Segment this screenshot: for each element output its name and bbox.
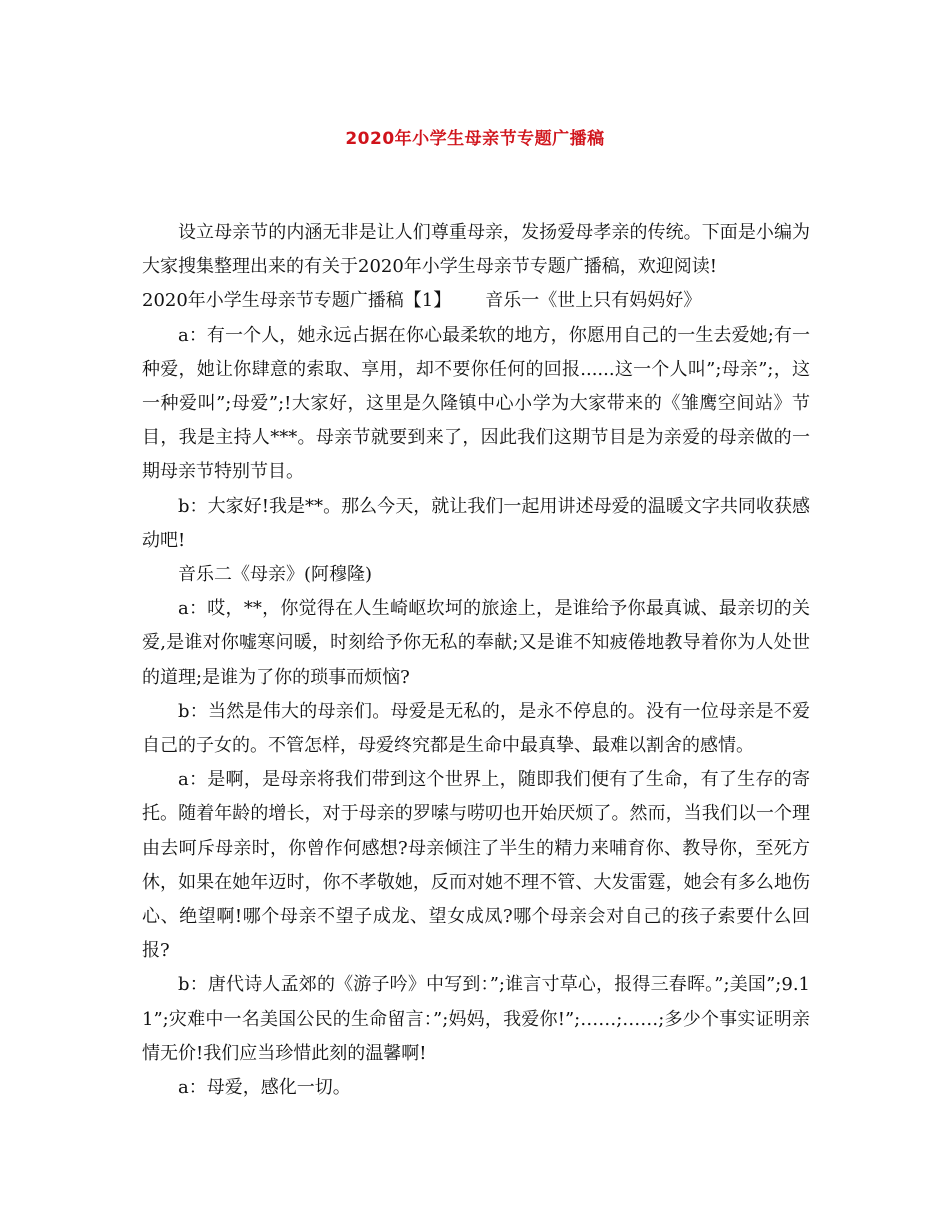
section-heading-line xyxy=(142,284,810,318)
section-heading: 2020年小学生母亲节专题广播稿【1】 xyxy=(142,290,452,312)
document-body xyxy=(142,216,810,1105)
paragraph-2: b：大家好!我是**。那么今天，就让我们一起用讲述母爱的温暖文字共同收获感动吧! xyxy=(142,495,810,551)
paragraph-5: b：当然是伟大的母亲们。母爱是无私的，是永不停息的。没有一位母亲是不爱自己的子女的。不管怎样，母爱终究都是生命中最真挚、最难以割舍的感情。 xyxy=(142,700,810,757)
section-music: 音乐一《世上只有妈妈好》 xyxy=(485,290,702,312)
paragraph-1: a：有一个人，她永远占据在你心最柔软的地方，你愿用自己的一生去爱她;有一种爱，她让你肆意的索取、享用，却不要你任何的回报......这一个人叫”;母亲”;，这一种爱叫”;母爱”;!大家好，这里是久隆镇中心小学为大家带来的《雏鹰空间站》节目，我是主持人***。母亲节就要到来了，因此我们这期节目是为亲爱的母亲做的一期母亲节特别节目。 xyxy=(142,324,810,483)
paragraph-4: a：哎，**，你觉得在人生崎岖坎坷的旅途上，是谁给予你最真诚、最亲切的关爱,是谁对你嘘寒问暖，时刻给予你无私的奉献;又是谁不知疲倦地教导着你为人处世的道理;是谁为了你的琐事而烦恼? xyxy=(142,598,810,688)
paragraph-8: a：母爱，感化一切。 xyxy=(178,1077,351,1099)
document-title: 2020年小学生母亲节专题广播稿 xyxy=(345,129,605,149)
paragraph-7: b：唐代诗人孟郊的《游子吟》中写到：”;谁言寸草心，报得三春晖。”;美国”;9.11”;灾难中一名美国公民的生命留言：”;妈妈，我爱你!”;……;……;多少个事实证明亲情无价!我们应当珍惜此刻的温馨啊! xyxy=(142,974,810,1064)
paragraph-6: a：是啊，是母亲将我们带到这个世界上，随即我们便有了生命，有了生存的寄托。随着年龄的增长，对于母亲的罗嗦与唠叨也开始厌烦了。然而，当我们以一个理由去呵斥母亲时，你曾作何感想?母亲倾注了半生的精力来哺育你、教导你，至死方休，如果在她年迈时，你不孝敬她，反而对她不理不管、大发雷霆，她会有多么地伤心、绝望啊!哪个母亲不望子成龙、望女成凤?哪个母亲会对自己的孩子索要什么回报? xyxy=(142,769,810,962)
intro-paragraph: 设立母亲节的内涵无非是让人们尊重母亲，发扬爱母孝亲的传统。下面是小编为大家搜集整理出来的有关于2020年小学生母亲节专题广播稿，欢迎阅读! xyxy=(142,222,810,278)
paragraph-3: 音乐二《母亲》(阿穆隆) xyxy=(178,564,373,586)
